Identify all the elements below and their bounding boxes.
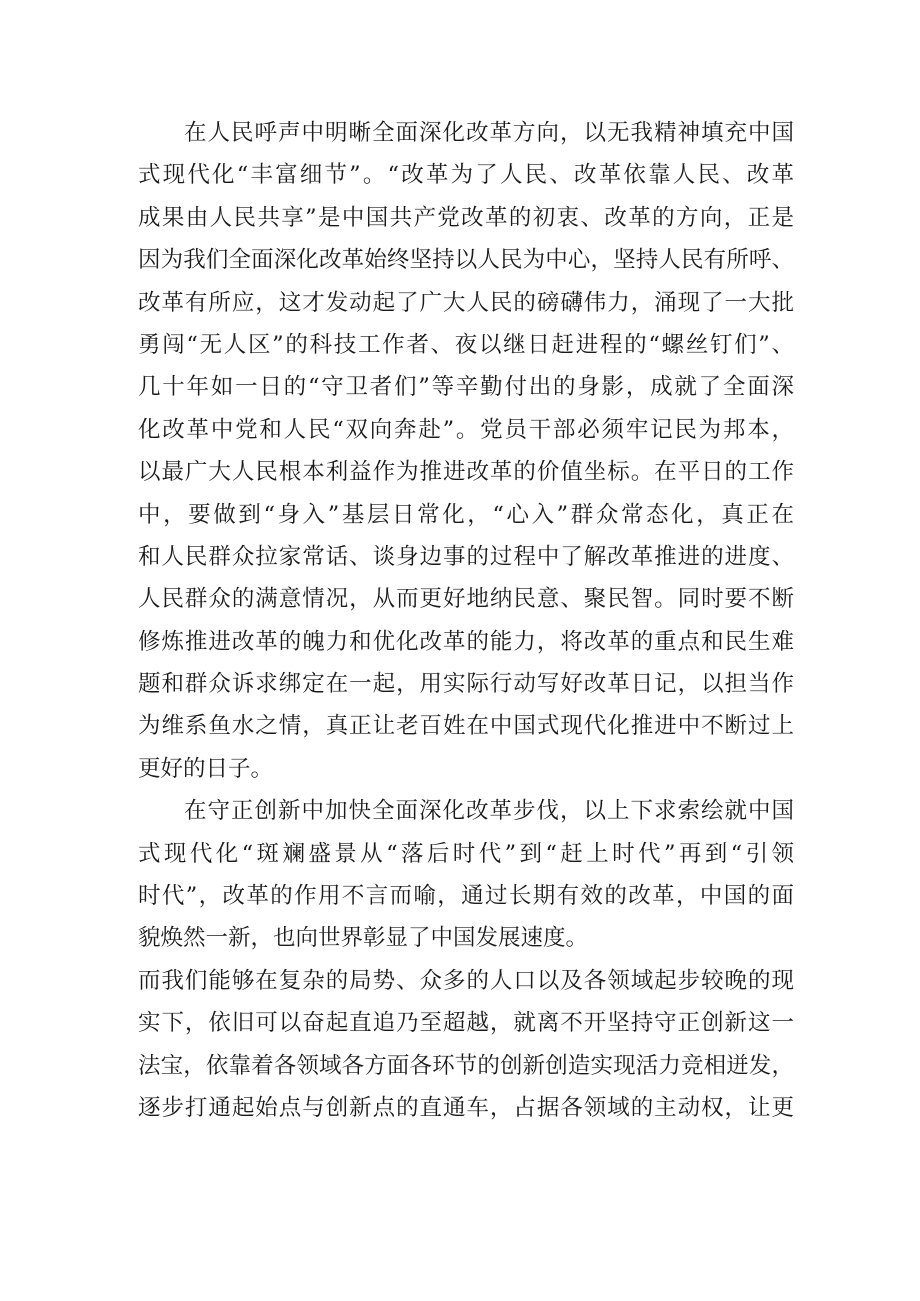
text-line: 勇闯“无人区”的科技工作者、夜以继日赶进程的“螺丝钉们”、 xyxy=(138,331,794,358)
text-line: 逐步打通起始点与创新点的直通车，占据各领域的主动权，让更 xyxy=(138,1094,794,1121)
text-line: 为维系鱼水之情，真正让老百姓在中国式现代化推进中不断过上 xyxy=(138,713,794,740)
text-line: 和人民群众拉家常话、谈身边事的过程中了解改革推进的进度、 xyxy=(138,543,794,570)
text-line: 在守正创新中加快全面深化改革步伐，以上下求索绘就中国 xyxy=(184,798,794,825)
body-text xyxy=(138,112,794,1129)
text-line: 时代”，改革的作用不言而喻，通过长期有效的改革，中国的面 xyxy=(138,883,794,910)
text-line: 更好的日子。 xyxy=(138,755,274,782)
text-line: 改革有所应，这才发动起了广大人民的磅礴伟力，涌现了一大批 xyxy=(138,289,794,316)
text-line: 法宝，依靠着各领域各方面各环节的创新创造实现活力竞相迸发， xyxy=(138,1052,794,1079)
text-line: 在人民呼声中明晰全面深化改革方向，以无我精神填充中国 xyxy=(184,120,794,146)
text-line: 修炼推进改革的魄力和优化改革的能力，将改革的重点和民生难 xyxy=(138,628,794,655)
text-line: 以最广大人民根本利益作为推进改革的价值坐标。在平日的工作 xyxy=(138,459,794,486)
text-line: 貌焕然一新，也向世界彰显了中国发展速度。 xyxy=(138,925,589,952)
text-line: 式现代化“丰富细节”。“改革为了人民、改革依靠人民、改革 xyxy=(138,162,794,189)
text-line: 几十年如一日的“守卫者们”等辛勤付出的身影，成就了全面深 xyxy=(138,374,794,401)
text-line: 化改革中党和人民“双向奔赴”。党员干部必须牢记民为邦本， xyxy=(138,416,794,443)
text-line: 人民群众的满意情况，从而更好地纳民意、聚民智。同时要不断 xyxy=(138,586,794,613)
text-line: 因为我们全面深化改革始终坚持以人民为中心，坚持人民有所呼、 xyxy=(138,247,794,274)
text-line: 中，要做到“身入”基层日常化，“心入”群众常态化，真正在 xyxy=(138,501,794,528)
text-line: 式现代化“斑斓盛景从“落后时代”到“赶上时代”再到“引领 xyxy=(138,840,794,867)
text-line: 实下，依旧可以奋起直追乃至超越，就离不开坚持守正创新这一 xyxy=(138,1010,794,1037)
text-line: 题和群众诉求绑定在一起，用实际行动写好改革日记，以担当作 xyxy=(138,671,794,698)
text-line: 而我们能够在复杂的局势、众多的人口以及各领域起步较晚的现 xyxy=(138,967,794,994)
text-line: 成果由人民共享”是中国共产党改革的初衷、改革的方向，正是 xyxy=(138,204,794,231)
